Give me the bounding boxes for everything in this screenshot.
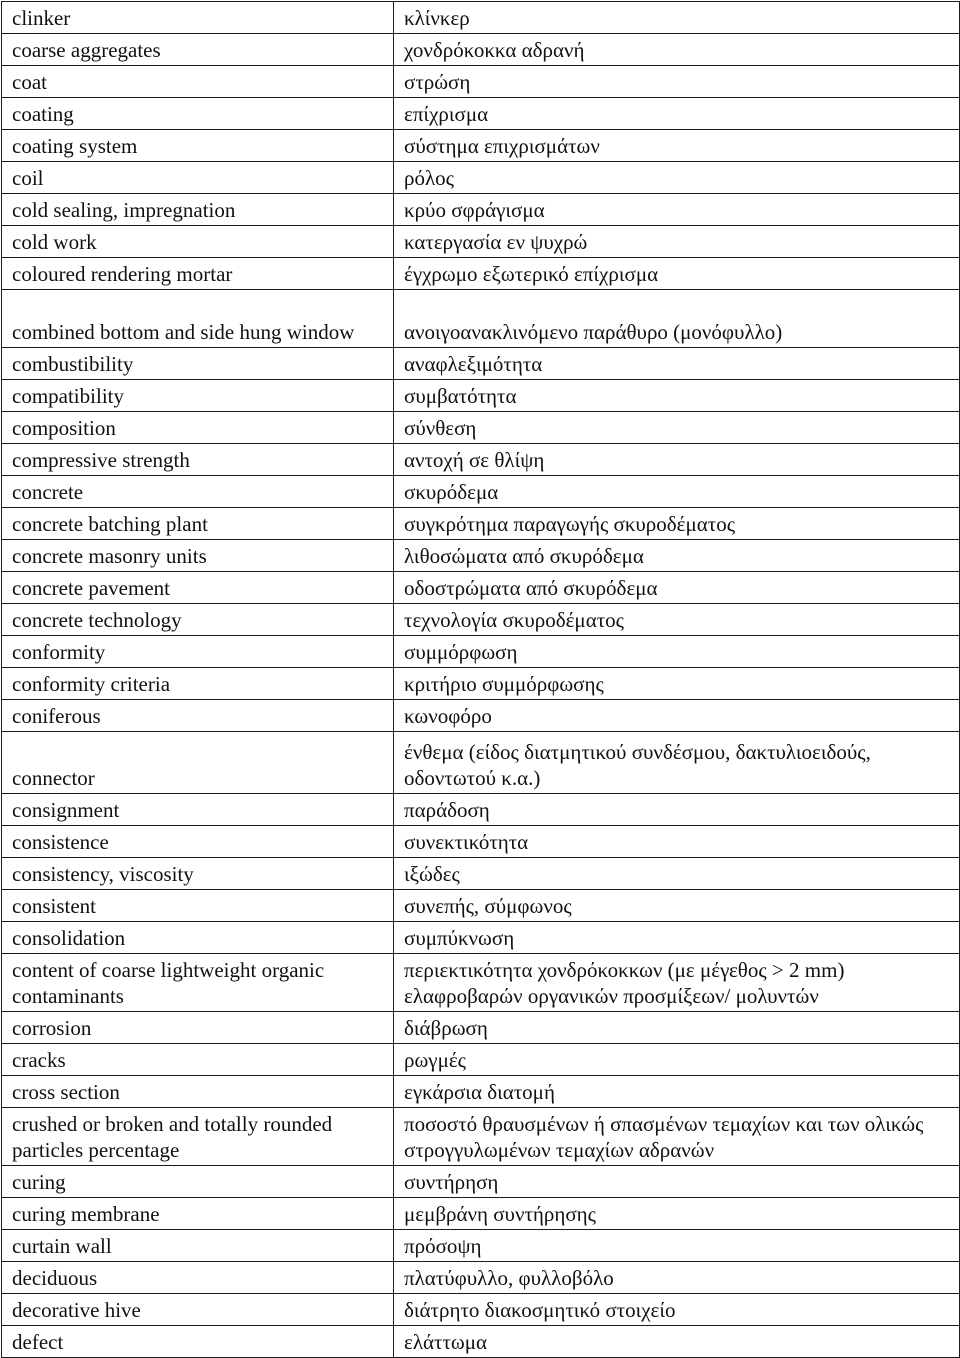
english-term: connector xyxy=(2,732,394,794)
english-term: coat xyxy=(2,66,394,98)
greek-term: πλατύφυλλο, φυλλοβόλο xyxy=(394,1262,960,1294)
greek-term: συντήρηση xyxy=(394,1166,960,1198)
greek-term: κριτήριο συμμόρφωσης xyxy=(394,668,960,700)
greek-term: ανοιγοανακλινόμενο παράθυρο (μονόφυλλο) xyxy=(394,290,960,348)
table-row xyxy=(2,508,960,540)
greek-term: χονδρόκοκκα αδρανή xyxy=(394,34,960,66)
table-row xyxy=(2,858,960,890)
english-term: cracks xyxy=(2,1044,394,1076)
greek-term: αναφλεξιμότητα xyxy=(394,348,960,380)
english-term: curing xyxy=(2,1166,394,1198)
table-row xyxy=(2,636,960,668)
table-row xyxy=(2,954,960,1012)
table-row xyxy=(2,2,960,34)
english-term: compressive strength xyxy=(2,444,394,476)
table-row xyxy=(2,890,960,922)
table-row xyxy=(2,1044,960,1076)
greek-term: συμμόρφωση xyxy=(394,636,960,668)
english-term: composition xyxy=(2,412,394,444)
greek-term: επίχρισμα xyxy=(394,98,960,130)
greek-term: ποσοστό θραυσμένων ή σπασμένων τεμαχίων και των ολικώς στρογγυλωμένων τεμαχίων αδρανών xyxy=(394,1108,960,1166)
english-term: coating xyxy=(2,98,394,130)
table-row xyxy=(2,540,960,572)
table-row xyxy=(2,98,960,130)
greek-term: ρωγμές xyxy=(394,1044,960,1076)
english-term: cross section xyxy=(2,1076,394,1108)
table-row xyxy=(2,194,960,226)
greek-term: διάβρωση xyxy=(394,1012,960,1044)
greek-term: συνεκτικότητα xyxy=(394,826,960,858)
greek-term: παράδοση xyxy=(394,794,960,826)
table-row xyxy=(2,1198,960,1230)
greek-term: αντοχή σε θλίψη xyxy=(394,444,960,476)
english-term: consistency, viscosity xyxy=(2,858,394,890)
table-row xyxy=(2,1012,960,1044)
english-term: deciduous xyxy=(2,1262,394,1294)
greek-term: κατεργασία εν ψυχρώ xyxy=(394,226,960,258)
english-term: curtain wall xyxy=(2,1230,394,1262)
table-row xyxy=(2,668,960,700)
table-row xyxy=(2,826,960,858)
table-row xyxy=(2,226,960,258)
glossary-table xyxy=(1,1,960,1358)
table-row xyxy=(2,476,960,508)
english-term: crushed or broken and totally rounded particles percentage xyxy=(2,1108,394,1166)
english-term: corrosion xyxy=(2,1012,394,1044)
greek-term: έγχρωμο εξωτερικό επίχρισμα xyxy=(394,258,960,290)
english-term: concrete pavement xyxy=(2,572,394,604)
table-row xyxy=(2,1326,960,1358)
greek-term: εγκάρσια διατομή xyxy=(394,1076,960,1108)
english-term: coloured rendering mortar xyxy=(2,258,394,290)
greek-term: λιθοσώματα από σκυρόδεμα xyxy=(394,540,960,572)
english-term: curing membrane xyxy=(2,1198,394,1230)
greek-term: ελάττωμα xyxy=(394,1326,960,1358)
greek-term: σύστημα επιχρισμάτων xyxy=(394,130,960,162)
table-row xyxy=(2,130,960,162)
english-term: combined bottom and side hung window xyxy=(2,290,394,348)
table-row xyxy=(2,700,960,732)
greek-term: σύνθεση xyxy=(394,412,960,444)
table-row xyxy=(2,258,960,290)
table-row xyxy=(2,444,960,476)
greek-term: σκυρόδεμα xyxy=(394,476,960,508)
table-row xyxy=(2,1076,960,1108)
english-term: coil xyxy=(2,162,394,194)
greek-term: κωνοφόρο xyxy=(394,700,960,732)
table-row xyxy=(2,922,960,954)
greek-term: περιεκτικότητα χονδρόκοκκων (με μέγεθος > 2 mm) ελαφροβαρών οργανικών προσμίξεων/ μολυντών xyxy=(394,954,960,1012)
english-term: compatibility xyxy=(2,380,394,412)
greek-term: κλίνκερ xyxy=(394,2,960,34)
table-row xyxy=(2,1166,960,1198)
english-term: clinker xyxy=(2,2,394,34)
table-row xyxy=(2,572,960,604)
greek-term: ρόλος xyxy=(394,162,960,194)
english-term: defect xyxy=(2,1326,394,1358)
english-term: consistent xyxy=(2,890,394,922)
english-term: concrete batching plant xyxy=(2,508,394,540)
greek-term: διάτρητο διακοσμητικό στοιχείο xyxy=(394,1294,960,1326)
greek-term: συμβατότητα xyxy=(394,380,960,412)
english-term: coniferous xyxy=(2,700,394,732)
english-term: cold work xyxy=(2,226,394,258)
english-term: cold sealing, impregnation xyxy=(2,194,394,226)
greek-term: κρύο σφράγισμα xyxy=(394,194,960,226)
table-row xyxy=(2,162,960,194)
greek-term: τεχνολογία σκυροδέματος xyxy=(394,604,960,636)
table-row xyxy=(2,732,960,794)
greek-term: πρόσοψη xyxy=(394,1230,960,1262)
table-row xyxy=(2,290,960,348)
table-row xyxy=(2,412,960,444)
english-term: combustibility xyxy=(2,348,394,380)
greek-term: ιξώδες xyxy=(394,858,960,890)
table-row xyxy=(2,380,960,412)
table-row xyxy=(2,1108,960,1166)
table-row xyxy=(2,604,960,636)
english-term: consignment xyxy=(2,794,394,826)
greek-term: οδοστρώματα από σκυρόδεμα xyxy=(394,572,960,604)
english-term: concrete masonry units xyxy=(2,540,394,572)
greek-term: συμπύκνωση xyxy=(394,922,960,954)
english-term: conformity criteria xyxy=(2,668,394,700)
table-row xyxy=(2,34,960,66)
table-row xyxy=(2,794,960,826)
english-term: conformity xyxy=(2,636,394,668)
greek-term: συνεπής, σύμφωνος xyxy=(394,890,960,922)
english-term: decorative hive xyxy=(2,1294,394,1326)
greek-term: μεμβράνη συντήρησης xyxy=(394,1198,960,1230)
english-term: coarse aggregates xyxy=(2,34,394,66)
table-row xyxy=(2,1262,960,1294)
table-row xyxy=(2,1294,960,1326)
table-row xyxy=(2,348,960,380)
english-term: consolidation xyxy=(2,922,394,954)
table-row xyxy=(2,66,960,98)
english-term: concrete technology xyxy=(2,604,394,636)
greek-term: συγκρότημα παραγωγής σκυροδέματος xyxy=(394,508,960,540)
english-term: coating system xyxy=(2,130,394,162)
greek-term: στρώση xyxy=(394,66,960,98)
table-row xyxy=(2,1230,960,1262)
english-term: consistence xyxy=(2,826,394,858)
english-term: content of coarse lightweight organic contaminants xyxy=(2,954,394,1012)
greek-term: ένθεμα (είδος διατμητικού συνδέσμου, δακτυλιοειδούς, οδοντωτού κ.α.) xyxy=(394,732,960,794)
english-term: concrete xyxy=(2,476,394,508)
